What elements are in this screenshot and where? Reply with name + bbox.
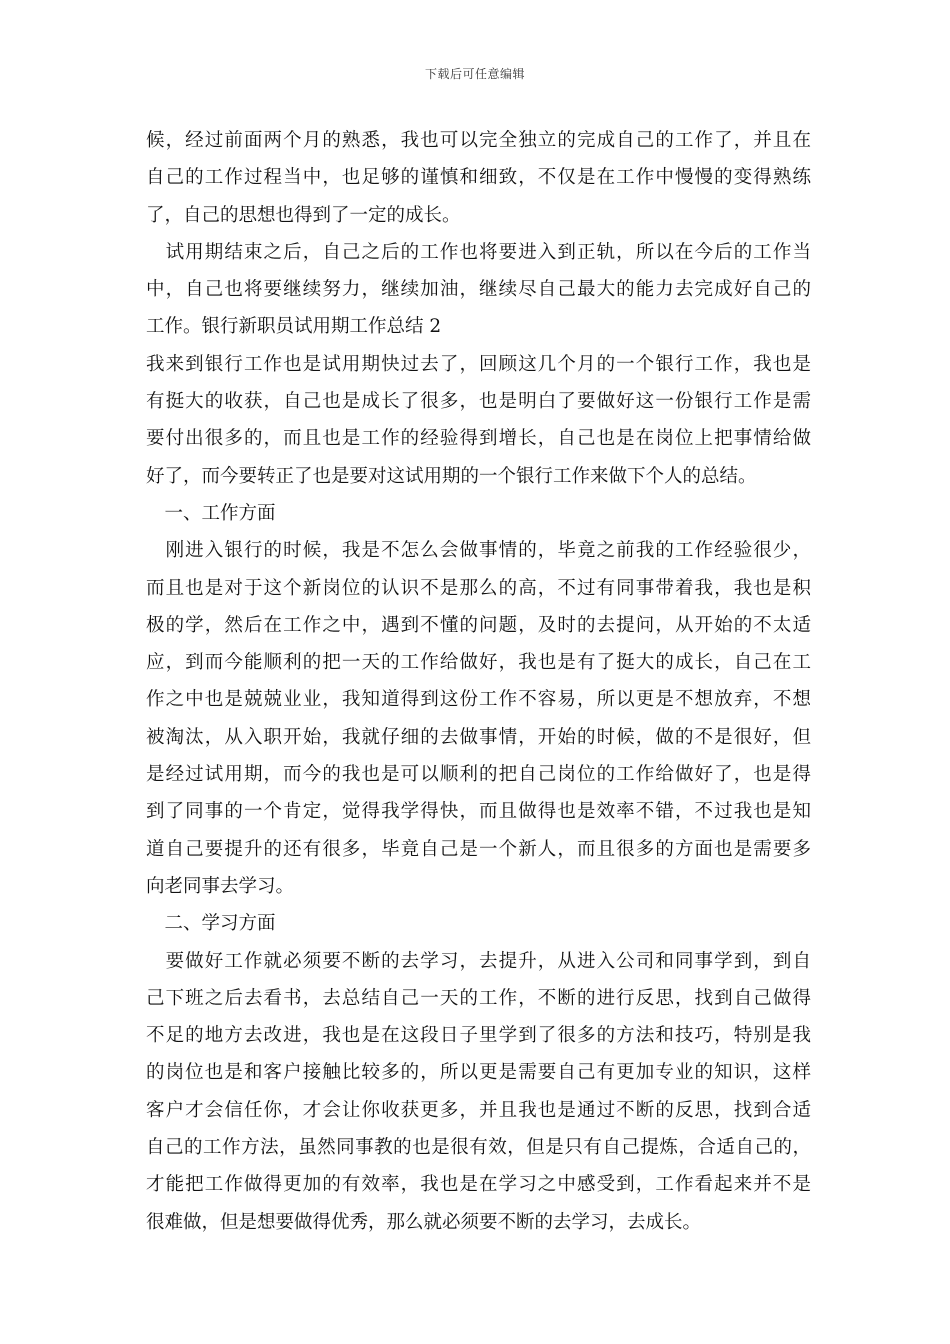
text-line: 候，经过前面两个月的熟悉，我也可以完全独立的完成自己的工作了，并且在 (146, 130, 811, 151)
text-line: 自己的工作过程当中，也足够的谨慎和细致，不仅是在工作中慢慢的变得熟练 (146, 167, 811, 189)
text-line: 作之中也是兢兢业业，我知道得到这份工作不容易，所以更是不想放弃，不想 (146, 689, 811, 711)
text-line: 向老同事去学习。 (146, 875, 295, 897)
text-line: 试用期结束之后，自己之后的工作也将要进入到正轨，所以在今后的工作当 (146, 241, 811, 263)
text-line: 工作。银行新职员试用期工作总结 2 (146, 316, 442, 338)
document-body (146, 122, 811, 1241)
text-line: 一、工作方面 (146, 502, 276, 524)
text-line: 中，自己也将要继续努力，继续加油，继续尽自己最大的能力去完成好自己的 (146, 279, 811, 301)
text-line: 才能把工作做得更加的有效率，我也是在学习之中感受到，工作看起来并不是 (146, 1174, 811, 1196)
text-line: 很难做，但是想要做得优秀，那么就必须要不断的去学习，去成长。 (146, 1211, 702, 1233)
text-line: 己下班之后去看书，去总结自己一天的工作，不断的进行反思，找到自己做得 (146, 987, 811, 1009)
text-line: 刚进入银行的时候，我是不怎么会做事情的，毕竟之前我的工作经验很少， (146, 540, 811, 562)
text-line: 不足的地方去改进，我也是在这段日子里学到了很多的方法和技巧，特别是我 (146, 1025, 811, 1047)
text-line: 要做好工作就必须要不断的去学习，去提升，从进入公司和同事学到，到自 (146, 950, 811, 972)
page-header: 下载后可任意编辑 (424, 67, 525, 81)
text-line: 有挺大的收获，自己也是成长了很多，也是明白了要做好这一份银行工作是需 (146, 391, 811, 413)
text-line: 道自己要提升的还有很多，毕竟自己是一个新人，而且很多的方面也是需要多 (146, 838, 811, 860)
text-line: 二、学习方面 (146, 913, 276, 935)
text-line: 应，到而今能顺利的把一天的工作给做好，我也是有了挺大的成长，自己在工 (146, 652, 811, 674)
text-line: 而且也是对于这个新岗位的认识不是那么的高，不过有同事带着我，我也是积 (146, 577, 811, 599)
text-line: 客户才会信任你，才会让你收获更多，并且我也是通过不断的反思，找到合适 (146, 1099, 811, 1121)
text-line: 自己的工作方法，虽然同事教的也是很有效，但是只有自己提炼，合适自己的， (146, 1137, 811, 1159)
text-line: 的岗位也是和客户接触比较多的，所以更是需要自己有更加专业的知识，这样 (146, 1062, 811, 1084)
text-line: 是经过试用期，而今的我也是可以顺利的把自己岗位的工作给做好了，也是得 (146, 764, 811, 786)
text-line: 好了，而今要转正了也是要对这试用期的一个银行工作来做下个人的总结。 (146, 465, 757, 487)
text-line: 到了同事的一个肯定，觉得我学得快，而且做得也是效率不错，不过我也是知 (146, 801, 811, 823)
text-line: 被淘汰，从入职开始，我就仔细的去做事情，开始的时候，做的不是很好，但 (146, 726, 811, 748)
text-line: 极的学，然后在工作之中，遇到不懂的问题，及时的去提问，从开始的不太适 (146, 614, 811, 636)
text-line: 要付出很多的，而且也是工作的经验得到增长，自己也是在岗位上把事情给做 (146, 428, 811, 450)
text-line: 我来到银行工作也是试用期快过去了，回顾这几个月的一个银行工作，我也是 (146, 353, 811, 375)
text-line: 了，自己的思想也得到了一定的成长。 (146, 204, 461, 226)
